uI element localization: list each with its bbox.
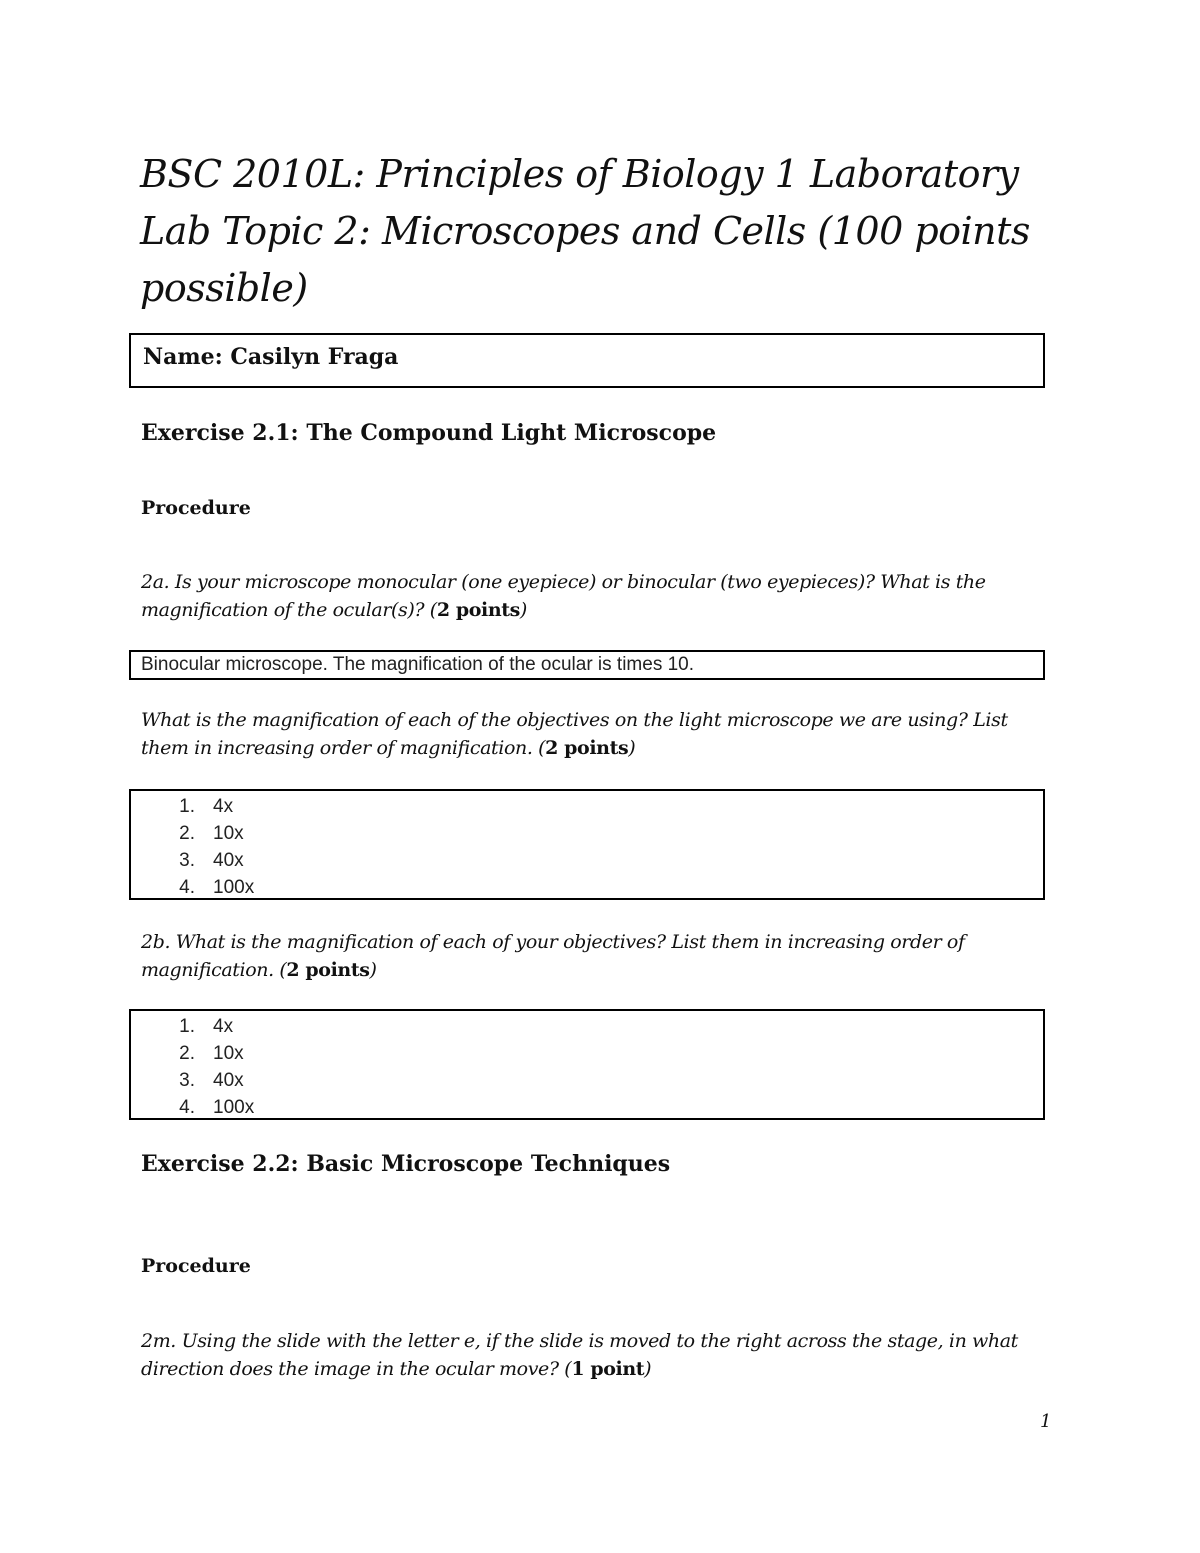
question-2b-line-2: magnification. ( bbox=[141, 959, 287, 981]
question-2m-line-1: 2m. Using the slide with the letter e, if the slide is moved to the right across the stage, in what bbox=[141, 1330, 1018, 1352]
question-2m-close: ) bbox=[644, 1358, 652, 1380]
list-item: 3. 40x bbox=[179, 850, 244, 871]
question-2a-close: ) bbox=[519, 599, 527, 621]
list-item: 2. 10x bbox=[179, 1043, 244, 1064]
exercise-2-2-heading: Exercise 2.2: Basic Microscope Techniques bbox=[141, 1151, 671, 1177]
page-number: 1 bbox=[1040, 1411, 1052, 1432]
question-2a-line-1: 2a. Is your microscope monocular (one eyepiece) or binocular (two eyepieces)? What is the bbox=[141, 571, 986, 593]
title-line-3: possible) bbox=[140, 266, 308, 310]
question-2m-line-2: direction does the image in the ocular move? ( bbox=[141, 1358, 572, 1380]
exercise-2-1-heading: Exercise 2.1: The Compound Light Microscope bbox=[141, 420, 717, 446]
question-objectives bbox=[141, 706, 1051, 762]
objectives-answer-list bbox=[131, 793, 1043, 901]
question-2b-points: 2 points bbox=[286, 959, 370, 981]
question-objectives-close: ) bbox=[628, 737, 636, 759]
list-item: 2. 10x bbox=[179, 823, 244, 844]
question-2m bbox=[141, 1327, 1051, 1383]
question-2b bbox=[141, 928, 1051, 984]
question-objectives-line-2: them in increasing order of magnification. ( bbox=[141, 737, 546, 759]
title-line-2: Lab Topic 2: Microscopes and Cells (100 points bbox=[140, 209, 1030, 253]
document-title bbox=[140, 146, 1060, 317]
title-line-1: BSC 2010L: Principles of Biology 1 Laboratory bbox=[140, 152, 1019, 196]
question-objectives-points: 2 points bbox=[545, 737, 629, 759]
2b-answer-list bbox=[131, 1013, 1043, 1121]
list-item: 1. 4x bbox=[179, 1016, 234, 1037]
list-item: 3. 40x bbox=[179, 1070, 244, 1091]
question-2a-line-2: magnification of the ocular(s)? ( bbox=[141, 599, 437, 621]
question-2b-close: ) bbox=[369, 959, 377, 981]
answer-objectives-field[interactable] bbox=[129, 789, 1045, 900]
question-2a bbox=[141, 568, 1051, 624]
name-field[interactable]: Name: Casilyn Fraga bbox=[129, 333, 1045, 388]
list-item: 4. 100x bbox=[179, 1097, 255, 1118]
list-item: 1. 4x bbox=[179, 796, 234, 817]
question-2a-points: 2 points bbox=[436, 599, 520, 621]
exercise-2-2-procedure-heading: Procedure bbox=[141, 1255, 251, 1277]
list-item: 4. 100x bbox=[179, 877, 255, 898]
question-2m-points: 1 point bbox=[571, 1358, 645, 1380]
answer-2a-field[interactable]: Binocular microscope. The magnification of the ocular is times 10. bbox=[129, 650, 1045, 680]
question-2b-line-1: 2b. What is the magnification of each of your objectives? List them in increasing order of bbox=[141, 931, 965, 953]
answer-2b-field[interactable] bbox=[129, 1009, 1045, 1120]
question-objectives-line-1: What is the magnification of each of the objectives on the light microscope we are using? List bbox=[141, 709, 1008, 731]
exercise-2-1-procedure-heading: Procedure bbox=[141, 497, 251, 519]
